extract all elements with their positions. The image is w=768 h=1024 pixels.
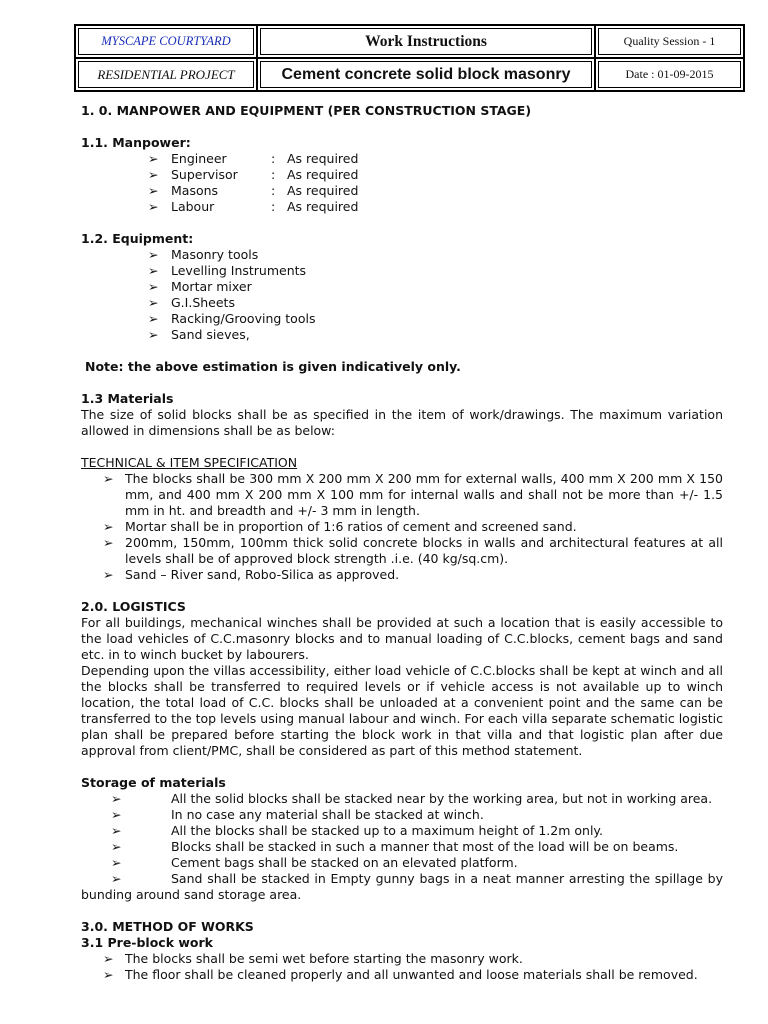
arrow-bullet-icon: ➢ [103, 567, 114, 582]
arrow-bullet-icon: ➢ [148, 247, 159, 262]
arrow-bullet-icon: ➢ [103, 951, 114, 966]
arrow-bullet-icon: ➢ [111, 839, 122, 854]
document-date: Date : 01-09-2015 [595, 58, 744, 91]
arrow-bullet-icon: ➢ [111, 823, 122, 838]
company-name: MYSCAPE COURTYARD [75, 25, 257, 58]
list-item: ➢ G.I.Sheets [148, 295, 235, 310]
project-name: RESIDENTIAL PROJECT [75, 58, 257, 91]
arrow-bullet-icon: ➢ [148, 295, 159, 310]
list-item: ➢ All the blocks shall be stacked up to a maximum height of 1.2m only. [111, 823, 604, 838]
doc-type: Work Instructions [257, 25, 595, 58]
arrow-bullet-icon: ➢ [103, 535, 114, 550]
estimation-note: Note: the above estimation is given indicatively only. [85, 359, 461, 374]
arrow-bullet-icon: ➢ [148, 199, 159, 214]
list-item: ➢ The blocks shall be semi wet before starting the masonry work. [103, 951, 523, 966]
manpower-list [81, 151, 723, 215]
list-item: ➢ Masons : As required [148, 183, 359, 198]
arrow-bullet-icon: ➢ [148, 151, 159, 166]
arrow-bullet-icon: ➢ [103, 519, 114, 534]
arrow-bullet-icon: ➢ [148, 167, 159, 182]
materials-title: 1.3 Materials [81, 391, 174, 406]
list-item: ➢ Mortar mixer [148, 279, 252, 294]
logistics-title: 2.0. LOGISTICS [81, 599, 186, 614]
list-item: ➢ Sand sieves, [148, 327, 250, 342]
arrow-bullet-icon: ➢ [111, 871, 122, 886]
list-item: ➢ Masonry tools [148, 247, 259, 262]
spec-list [81, 471, 723, 583]
logistics-paragraph-1: For all buildings, mechanical winches shall be provided at such a location that is easily accessible to the load vehicles of C.C.masonry blocks and to manual loading of C.C.blocks, cement bags and sand etc. in to winch bucket by labourers. [81, 615, 723, 662]
storage-title: Storage of materials [81, 775, 226, 790]
method-list [81, 951, 723, 983]
method-subtitle: 3.1 Pre-block work [81, 935, 213, 950]
list-item: ➢ Sand shall be stacked in Empty gunny bags in a neat manner arresting the spillage by bunding around sand storage area. [81, 871, 723, 902]
list-item: ➢ 200mm, 150mm, 100mm thick solid concrete blocks in walls and architectural features at all levels shall be of approved block strength .i.e. (40 kg/sq.cm). [103, 535, 723, 566]
document-body [81, 103, 723, 983]
manpower-title: 1.1. Manpower: [81, 135, 191, 150]
equipment-title: 1.2. Equipment: [81, 231, 194, 246]
list-item: ➢ Supervisor : As required [148, 167, 359, 182]
list-item: ➢ Cement bags shall be stacked on an elevated platform. [111, 855, 518, 870]
document-subject: Cement concrete solid block masonry [257, 58, 595, 91]
arrow-bullet-icon: ➢ [111, 791, 122, 806]
arrow-bullet-icon: ➢ [148, 327, 159, 342]
arrow-bullet-icon: ➢ [148, 311, 159, 326]
list-item: ➢ Sand – River sand, Robo-Silica as approved. [103, 567, 400, 582]
logistics-paragraph-2: Depending upon the villas accessibility, either load vehicle of C.C.blocks shall be kept at winch and all the blocks shall be transferred to required levels or if vehicle access is not available up to winch location, the total load of C.C. blocks shall be unloaded at a convenient point and the same can be transferred to the top levels using manual labour and winch. For each villa separate schematic logistic plan shall be prepared before starting the block work in that villa and that logistic plan after due approval from client/PMC, shall be considered as part of this method statement. [81, 663, 723, 758]
arrow-bullet-icon: ➢ [103, 967, 114, 982]
materials-intro: The size of solid blocks shall be as specified in the item of work/drawings. The maximum variation allowed in dimensions shall be as below: [81, 407, 723, 438]
list-item: ➢ The floor shall be cleaned properly and all unwanted and loose materials shall be removed. [103, 967, 698, 982]
list-item: ➢ The blocks shall be 300 mm X 200 mm X 200 mm for external walls, 400 mm X 200 mm X 150 mm, and 400 mm X 200 mm X 100 mm for internal walls and shall not be more than +/- 1.5 mm in ht. and breadth and +/- 3 mm in length. [103, 471, 723, 518]
arrow-bullet-icon: ➢ [103, 471, 114, 486]
header-table [74, 24, 745, 92]
list-item: ➢ Engineer : As required [148, 151, 359, 166]
list-item: ➢ In no case any material shall be stacked at winch. [111, 807, 484, 822]
arrow-bullet-icon: ➢ [148, 183, 159, 198]
spec-title: TECHNICAL & ITEM SPECIFICATION [81, 455, 298, 470]
list-item: ➢ Labour : As required [148, 199, 359, 214]
arrow-bullet-icon: ➢ [148, 279, 159, 294]
quality-session: Quality Session - 1 [595, 25, 744, 58]
section-1-title: 1. 0. MANPOWER AND EQUIPMENT (PER CONSTRUCTION STAGE) [81, 103, 532, 118]
list-item: ➢ Levelling Instruments [148, 263, 307, 278]
storage-list [81, 791, 723, 903]
arrow-bullet-icon: ➢ [111, 807, 122, 822]
arrow-bullet-icon: ➢ [111, 855, 122, 870]
method-title: 3.0. METHOD OF WORKS [81, 919, 254, 934]
list-item: ➢ All the solid blocks shall be stacked near by the working area, but not in working area. [111, 791, 713, 806]
arrow-bullet-icon: ➢ [148, 263, 159, 278]
list-item: ➢ Racking/Grooving tools [148, 311, 316, 326]
equipment-list [81, 247, 723, 343]
list-item: ➢ Blocks shall be stacked in such a manner that most of the load will be on beams. [111, 839, 679, 854]
list-item: ➢ Mortar shall be in proportion of 1:6 ratios of cement and screened sand. [103, 519, 577, 534]
